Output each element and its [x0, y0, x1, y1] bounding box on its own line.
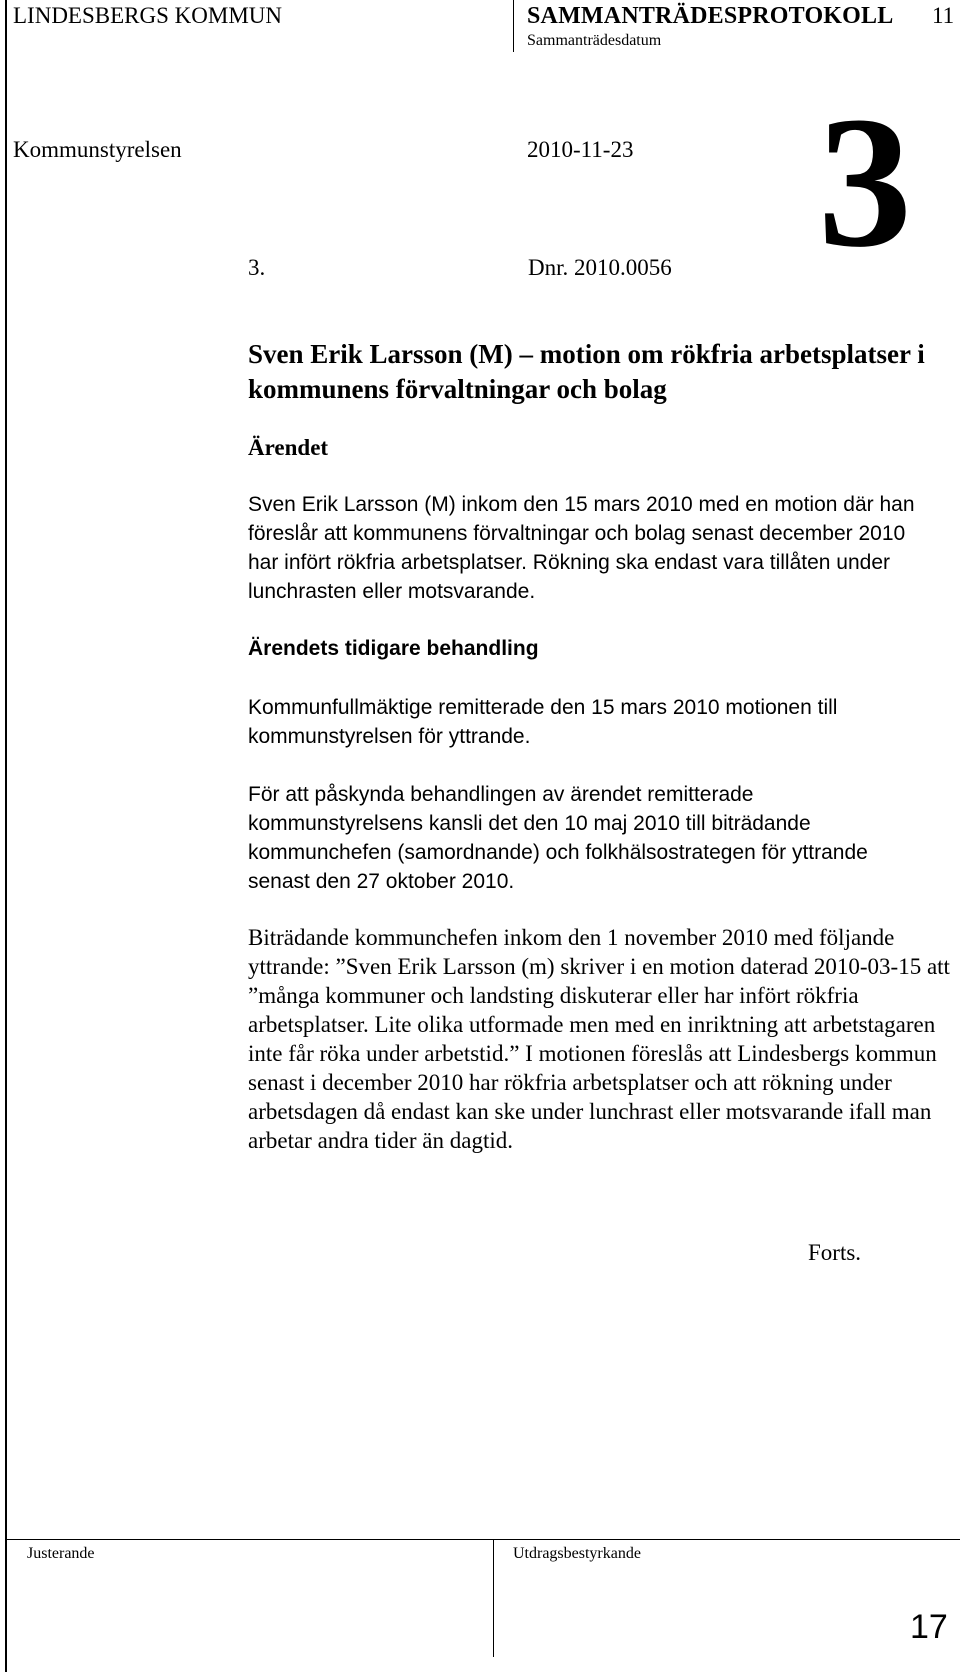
arendet-text: Sven Erik Larsson (M) inkom den 15 mars 2010 med en motion där han föreslår att kommunens förvaltningar och bolag senast december 2010 har infört rökfria arbetsplatser. Rökning ska endast vara tillåten under lunchrasten eller motsvarande.: [248, 493, 915, 603]
header-divider-line: [513, 0, 514, 52]
meeting-date-label: Sammanträdesdatum: [527, 32, 662, 49]
footer-utdrag-label: Utdragsbestyrkande: [513, 1545, 641, 1562]
paragraph-3: Biträdande kommunchefen inkom den 1 november 2010 med följande yttrande: ”Sven Erik Larsson (m) skriver i en motion daterad 2010-03-15 att ”många kommuner och landsting diskuterar eller har infört rökfria arbetsplatser. Lite olika utformade men med en inriktning att arbetstagaren inte får röka under arbetstid.” I motionen föreslås att Lindesbergs kommun senast i december 2010 har rökfria arbetsplatser och att rökning under arbetsdagen då endast kan ske under lunchrast eller motsvarande ifall man arbetar andra tider än dagtid.: [248, 925, 950, 1153]
committee-name: Kommunstyrelsen: [13, 137, 182, 162]
footer-divider-line: [493, 1539, 494, 1657]
case-title: Sven Erik Larsson (M) – motion om rökfria arbetsplatser i kommunens förvaltningar och bolag: [248, 339, 925, 404]
paragraph-2: För att påskynda behandlingen av ärendet remitterade kommunstyrelsens kansli det den 10 maj 2010 till biträdande kommunchefen (samordnande) och folkhälsostrategen för yttrande senast den 27 oktober 2010.: [248, 783, 868, 893]
item-number: 3.: [248, 255, 266, 280]
page-count: 11: [932, 3, 955, 28]
meeting-date: 2010-11-23: [527, 137, 634, 162]
page-number: 17: [910, 1608, 948, 1646]
document-type: SAMMANTRÄDESPROTOKOLL: [527, 3, 894, 29]
continued-label: Forts.: [808, 1240, 862, 1265]
diary-number: Dnr. 2010.0056: [528, 255, 672, 280]
tidigare-text: Kommunfullmäktige remitterade den 15 mars 2010 motionen till kommunstyrelsen för yttrande.: [248, 696, 838, 748]
left-margin-line: [5, 0, 7, 1672]
section-number: 3: [818, 77, 912, 286]
section-heading-tidigare: Ärendets tidigare behandling: [248, 637, 539, 660]
organization-name: LINDESBERGS KOMMUN: [13, 3, 282, 28]
section-heading-arendet: Ärendet: [248, 435, 329, 460]
footer-rule: [5, 1539, 960, 1540]
footer-justerande-label: Justerande: [27, 1545, 95, 1562]
